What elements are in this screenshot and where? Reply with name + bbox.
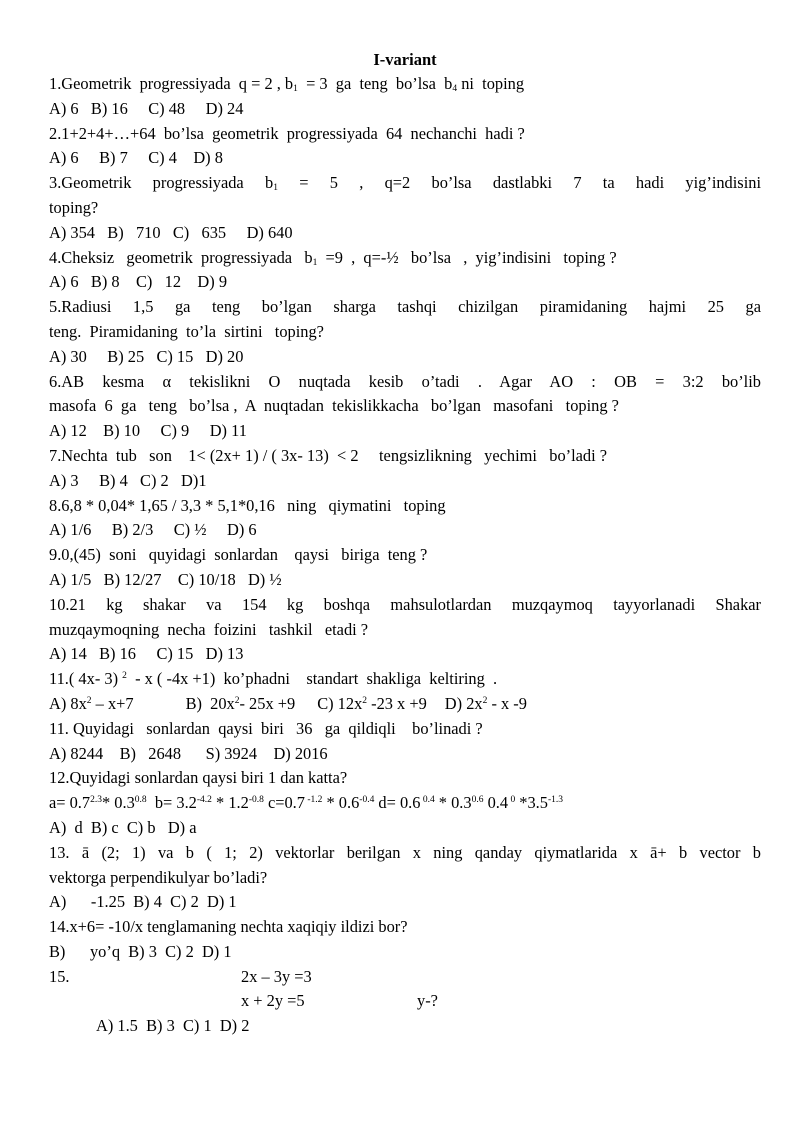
- question-12-expression: $a= 0.7^{2.3}*$ $0.3^{0.8}$ $b= 3.2^{-4.2} * 1.2^{-0.8}$ c=0.7 $^{-1.2} * 0.6^{-0.4}$ d= 0.6 $^{0.4} * 0.3^{0.6}$ 0.4 $^0$ $*3.5^{-1.3}$: [49, 793, 564, 813]
- answers-9: A) 1/5 B) 12/27 C) 10/18 D) ½: [49, 569, 282, 589]
- answers-12: A) d B) c C) b D) a: [49, 817, 197, 837]
- question-15: 15. 2x – 3y =3: [49, 966, 312, 986]
- answers-13: A) -1.25 B) 4 C) 2 D) 1: [49, 892, 237, 912]
- answers-10: A) 14 B) 16 C) 15 D) 13: [49, 644, 244, 664]
- answers-11: A) $8x^2 - x+7$ B) $20x^2-$ 25x +9 C) $12x^2$ -23 x +9 D) $2x^2$ - x -9: [49, 693, 527, 713]
- question-1: 1.Geometrik progressiyada q = 2 , $b_1 = 3$ ga teng bo’lsa $b_4$ ni toping: [49, 74, 525, 94]
- answers-5: A) 30 B) 25 C) 15 D) 20: [49, 346, 244, 366]
- answers-7: A) 3 B) 4 C) 2 D)1: [49, 470, 207, 490]
- answers-8: A) 1/6 B) 2/3 C) ½ D) 6: [49, 520, 257, 540]
- question-13-cont: vektorga perpendikulyar bo’ladi?: [49, 867, 268, 887]
- answers-4: A) 6 B) 8 C) 12 D) 9: [49, 272, 228, 292]
- question-12: 12.Quyidagi sonlardan qaysi biri 1 dan katta?: [49, 768, 348, 788]
- answers-14: B) yo’q B) 3 C) 2 D) 1: [49, 941, 232, 961]
- question-6: 6.AB kesma α tekislikni O nuqtada kesib o’tadi . Agar AO : OB = 3:2 bo’lib: [49, 371, 761, 391]
- question-5: 5.Radiusi 1,5 ga teng bo’lgan sharga tashqi chizilgan piramidaning hajmi 25 ga: [49, 297, 761, 317]
- answers-15: A) 1.5 B) 3 C) 1 D) 2: [96, 1016, 250, 1036]
- answers-1: A) 6 B) 16 C) 48 D) 24: [49, 98, 244, 118]
- answers-2: A) 6 B) 7 C) 4 D) 8: [49, 148, 223, 168]
- test-sheet: [49, 48, 761, 1039]
- answers-3: A) 354 B) 710 C) 635 D) 640: [49, 222, 293, 242]
- question-13: 13. ā (2; 1) va b ( 1; 2) vektorlar berilgan x ning qanday qiymatlarida x ā+ b vector b: [49, 842, 761, 862]
- question-11: 11.( 4x- 3) $^2$ - x ( -4x +1) ko’phadni standart shakliga keltiring .: [49, 669, 498, 689]
- question-5-cont: teng. Piramidaning to’la sirtini toping?: [49, 321, 324, 341]
- question-7: 7.Nechta tub son 1< (2x+ 1) / ( 3x- 13) < 2 tengsizlikning yechimi bo’ladi ?: [49, 445, 608, 465]
- answers-6: A) 12 B) 10 C) 9 D) 11: [49, 421, 247, 441]
- question-6-cont: masofa 6 ga teng bo’lsa , A nuqtadan tekislikkacha bo’lgan masofani toping ?: [49, 396, 619, 416]
- page-title: I-variant: [373, 50, 437, 69]
- question-3-cont: toping?: [49, 197, 99, 217]
- question-8: 8.6,8 * 0,04* 1,65 / 3,3 * 5,1*0,16 ning qiymatini toping: [49, 495, 446, 515]
- question-9: 9.0,(45) soni quyidagi sonlardan qaysi biriga teng ?: [49, 545, 428, 565]
- question-14: 14.x+6= -10/x tenglamaning nechta xaqiqiy ildizi bor?: [49, 917, 408, 937]
- question-2: 2.1+2+4+…+64 bo’lsa geometrik progressiyada 64 nechanchi hadi ?: [49, 123, 525, 143]
- question-3: 3.Geometrik progressiyada $b_1 = 5$ , q=2 bo’lsa dastlabki 7 ta hadi yig’indisini: [49, 173, 761, 194]
- question-4: 4.Cheksiz geometrik progressiyada $b_1 =9$ , q=-½ bo’lsa , yig’indisini toping ?: [49, 247, 617, 268]
- answers-11b: A) 8244 B) 2648 S) 3924 D) 2016: [49, 743, 328, 763]
- question-10: 10.21 kg shakar va 154 kg boshqa mahsulotlardan muzqaymoq tayyorlanadi Shakar: [49, 594, 761, 614]
- question-10-cont: muzqaymoqning necha foizini tashkil etadi ?: [49, 619, 369, 639]
- question-11b: 11. Quyidagi sonlardan qaysi biri 36 ga qildiqli bo’linadi ?: [49, 718, 483, 738]
- question-15-eq2: x + 2y =5 y-?: [241, 991, 438, 1011]
